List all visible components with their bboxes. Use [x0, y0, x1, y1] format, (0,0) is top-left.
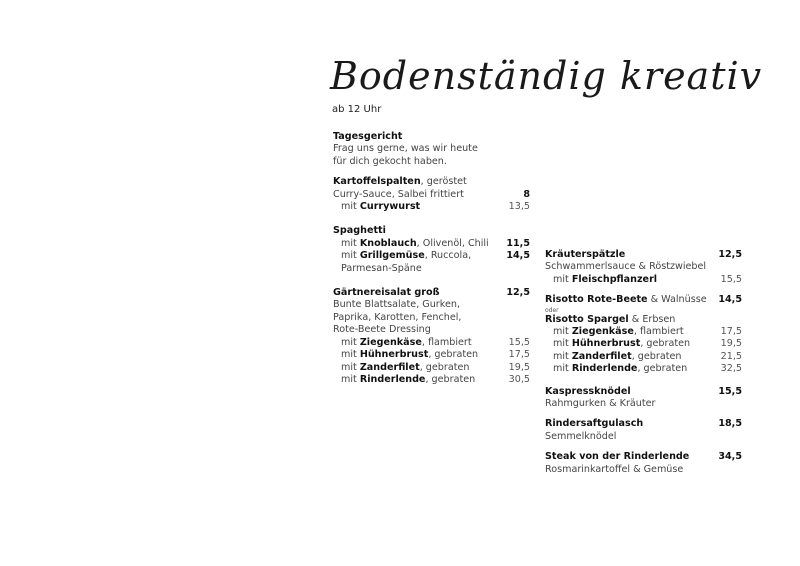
dish-description: Rosmarinkartoffel & Gemüse	[545, 463, 684, 475]
dish-description: Frag uns gerne, was wir heute	[333, 143, 478, 155]
option-name: Rinderlende	[571, 363, 638, 375]
option-detail: , Ruccola,	[424, 250, 472, 262]
dish-kartoffelspalten	[333, 176, 530, 213]
option-price: 21,5	[720, 350, 742, 362]
option-name: Ziegenkäse	[359, 336, 422, 348]
dish-rindersaftgulasch	[545, 418, 742, 443]
dish-name: Steak von der Rinderlende	[545, 451, 690, 463]
dish-name: Risotto Rote-Beete	[545, 294, 648, 306]
option-detail: , gebraten	[428, 349, 479, 361]
dish-gaertnereisalat	[333, 287, 530, 386]
option-price: 13,5	[508, 201, 530, 213]
menu-title: Bodenständig kreativ	[330, 54, 763, 98]
dish-spaghetti	[333, 225, 530, 275]
dish-option	[545, 363, 742, 375]
option-prefix: mit	[341, 361, 360, 373]
dish-option	[333, 349, 530, 361]
option-detail: , Olivenöl, Chili	[416, 237, 489, 249]
dish-description: Curry-Sauce, Salbei frittiert	[333, 188, 464, 200]
option-detail: , gebraten	[631, 350, 682, 362]
option-prefix: mit	[341, 349, 360, 361]
dish-description: Paprika, Karotten, Fenchel,	[333, 311, 462, 323]
option-name: Hühnerbrust	[571, 338, 641, 350]
dish-risotto-rote-beete	[545, 294, 742, 306]
option-detail: , flambiert	[633, 326, 684, 338]
menu-column-left	[333, 131, 530, 394]
option-name: Rinderlende	[359, 373, 426, 385]
option-prefix: mit	[553, 326, 572, 338]
option-price: 15,5	[508, 336, 530, 348]
option-price: 14,5	[506, 250, 530, 262]
dish-name-suffix: & Walnüsse	[647, 294, 707, 306]
dish-description: Rahmgurken & Kräuter	[545, 398, 656, 410]
dish-name: Kräuterspätzle	[545, 249, 626, 260]
option-detail: , gebraten	[640, 338, 691, 350]
option-price: 15,5	[720, 273, 742, 285]
option-price: 11,5	[506, 237, 530, 249]
dish-tagesgericht	[333, 131, 530, 168]
dish-name-suffix: , geröstet	[420, 176, 467, 188]
option-name: Knoblauch	[359, 237, 417, 249]
dish-description: Schwammerlsauce & Röstzwiebel	[545, 261, 707, 273]
dish-option	[333, 201, 530, 213]
menu-column-right	[545, 249, 742, 484]
option-prefix: mit	[341, 373, 360, 385]
dish-option	[545, 351, 742, 363]
dish-description: für dich gekocht haben.	[333, 155, 447, 167]
dish-option	[545, 326, 742, 338]
dish-option	[333, 362, 530, 374]
dish-kraeuterspaetzle	[545, 249, 742, 286]
option-name: Currywurst	[359, 201, 421, 213]
dish-risotto-spargel	[545, 314, 742, 376]
dish-kaspressknoedel	[545, 386, 742, 411]
option-name: Zanderfilet	[571, 350, 632, 362]
dish-price: 12,5	[718, 249, 742, 260]
option-price: 17,5	[508, 349, 530, 361]
dish-option	[545, 274, 742, 286]
option-detail: , gebraten	[425, 373, 476, 385]
dish-price: 18,5	[718, 418, 742, 430]
dish-option	[333, 238, 530, 250]
option-name: Ziegenkäse	[571, 326, 634, 338]
option-detail: , gebraten	[637, 363, 688, 375]
dish-option	[333, 337, 530, 349]
option-price: 32,5	[720, 363, 742, 375]
dish-price: 12,5	[506, 287, 530, 299]
dish-name: Spaghetti	[333, 225, 386, 237]
option-name: Zanderfilet	[359, 361, 420, 373]
option-detail: , flambiert	[421, 336, 472, 348]
option-prefix: mit	[341, 237, 360, 249]
dish-price: 14,5	[718, 294, 742, 306]
option-price: 17,5	[720, 326, 742, 338]
dish-name: Kaspressknödel	[545, 385, 631, 397]
option-name: Grillgemüse	[359, 250, 425, 262]
dish-option	[333, 374, 530, 386]
dish-price: 8	[523, 188, 530, 200]
dish-name-suffix: & Erbsen	[628, 313, 676, 325]
dish-option	[333, 250, 530, 262]
dish-price: 34,5	[718, 451, 742, 463]
menu-subtitle: ab 12 Uhr	[332, 104, 382, 115]
dish-name: Rindersaftgulasch	[545, 418, 644, 430]
option-detail: Parmesan-Späne	[341, 262, 422, 274]
option-price: 30,5	[508, 373, 530, 385]
option-prefix: mit	[341, 201, 360, 213]
option-price: 19,5	[508, 361, 530, 373]
dish-name: Risotto Spargel	[545, 313, 629, 325]
option-prefix: mit	[553, 363, 572, 375]
option-price: 19,5	[720, 338, 742, 350]
option-prefix: mit	[553, 273, 572, 285]
dish-description: Semmelknödel	[545, 430, 617, 442]
dish-name: Gärtnereisalat groß	[333, 287, 440, 299]
option-name: Fleischpflanzerl	[571, 273, 658, 285]
dish-option	[545, 338, 742, 350]
dish-name: Kartoffelspalten	[333, 176, 421, 188]
option-name: Hühnerbrust	[359, 349, 429, 361]
option-prefix: mit	[341, 336, 360, 348]
option-detail: , gebraten	[419, 361, 470, 373]
dish-price: 15,5	[718, 385, 742, 397]
dish-description: Rote-Beete Dressing	[333, 324, 431, 336]
dish-steak	[545, 451, 742, 476]
dish-description: Bunte Blattsalate, Gurken,	[333, 299, 460, 311]
option-prefix: mit	[341, 250, 360, 262]
dish-name: Tagesgericht	[333, 131, 403, 142]
oder-label: oder	[545, 306, 559, 314]
option-prefix: mit	[553, 338, 572, 350]
option-prefix: mit	[553, 350, 572, 362]
